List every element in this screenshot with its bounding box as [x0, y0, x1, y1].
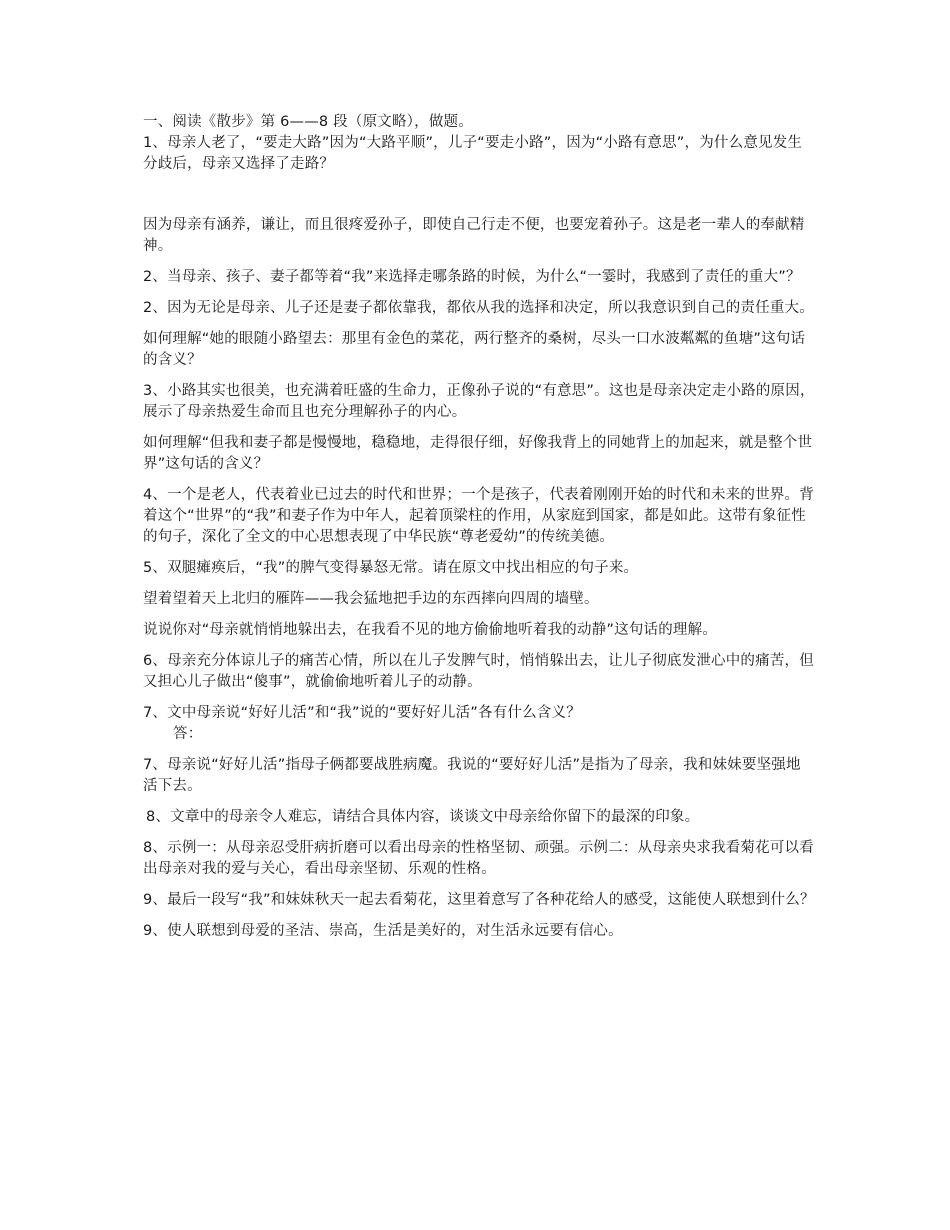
answer-3: 3、小路其实也很美，也充满着旺盛的生命力，正像孙子说的“有意思”。这也是母亲决定走小路的原因，展示了母亲热爱生命而且也充分理解孙子的内心。 — [143, 383, 815, 420]
document-page — [143, 112, 815, 942]
question-3: 如何理解“她的眼随小路望去：那里有金色的菜花，两行整齐的桑树，尽头一口水波粼粼的鱼塘”这句话的含义？ — [143, 331, 806, 368]
question-8: 8、文章中的母亲令人难忘，请结合具体内容，谈谈文中母亲给你留下的最深的印象。 — [146, 809, 700, 825]
question-6: 说说你对“母亲就悄悄地躲出去，在我看不见的地方偷偷地听着我的动静”这句话的理解。 — [143, 622, 718, 638]
question-9: 9、最后一段写“我”和妹妹秋天一起去看菊花，这里着意写了各种花给人的感受，这能使人联想到什么？ — [143, 892, 815, 908]
question-7: 7、文中母亲说“好好儿活”和“我”说的“要好好儿活”各有什么含义？ — [143, 705, 581, 721]
question-4: 如何理解“但我和妻子都是慢慢地，稳稳地，走得很仔细，好像我背上的同她背上的加起来，就是整个世界”这句话的含义？ — [143, 435, 813, 472]
question-2: 2、当母亲、孩子、妻子都等着“我”来选择走哪条路的时候，为什么“一霎时，我感到了责任的重大”？ — [143, 269, 801, 285]
answer-1: 因为母亲有涵养，谦让，而且很疼爱孙子，即使自己行走不便，也要宠着孙子。这是老一辈人的奉献精神。 — [143, 217, 805, 254]
answer-6: 6、母亲充分体谅儿子的痛苦心情，所以在儿子发脾气时，悄悄躲出去，让儿子彻底发泄心中的痛苦，但又担心儿子做出“傻事”，就偷偷地听着儿子的动静。 — [143, 653, 814, 690]
answer-8: 8、示例一：从母亲忍受肝病折磨可以看出母亲的性格坚韧、顽强。示例二：从母亲央求我看菊花可以看出母亲对我的爱与关心，看出母亲坚韧、乐观的性格。 — [143, 840, 814, 877]
section-heading: 一、阅读《散步》第 6——8 段（原文略），做题。 — [143, 114, 473, 130]
answer-9: 9、使人联想到母爱的圣洁、崇高，生活是美好的，对生活永远要有信心。 — [143, 923, 623, 939]
answer-label: 答： — [173, 726, 203, 742]
answer-7: 7、母亲说“好好儿活”指母子俩都要战胜病魔。我说的“要好好儿活”是指为了母亲，我和妹妹要坚强地活下去。 — [143, 757, 801, 794]
question-5: 5、双腿瘫痪后，“我”的脾气变得暴怒无常。请在原文中找出相应的句子来。 — [143, 560, 639, 576]
answer-2: 2、因为无论是母亲、儿子还是妻子都依靠我，都依从我的选择和决定，所以我意识到自己的责任重大。 — [143, 300, 814, 316]
answer-4: 4、一个是老人，代表着业已过去的时代和世界；一个是孩子，代表着刚刚开始的时代和未来的世界。背着这个“世界”的“我”和妻子作为中年人，起着顶梁柱的作用，从家庭到国家，都是如此。这带有象征性的句子，深化了全文的中心思想表现了中华民族“尊老爱幼”的传统美德。 — [143, 487, 814, 545]
answer-5: 望着望着天上北归的雁阵——我会猛地把手边的东西摔向四周的墙壁。 — [143, 591, 599, 607]
question-1: 1、母亲人老了，“要走大路”因为“大路平顺”，儿子“要走小路”，因为“小路有意思”，为什么意见发生分歧后，母亲又选择了走路？ — [143, 135, 803, 172]
